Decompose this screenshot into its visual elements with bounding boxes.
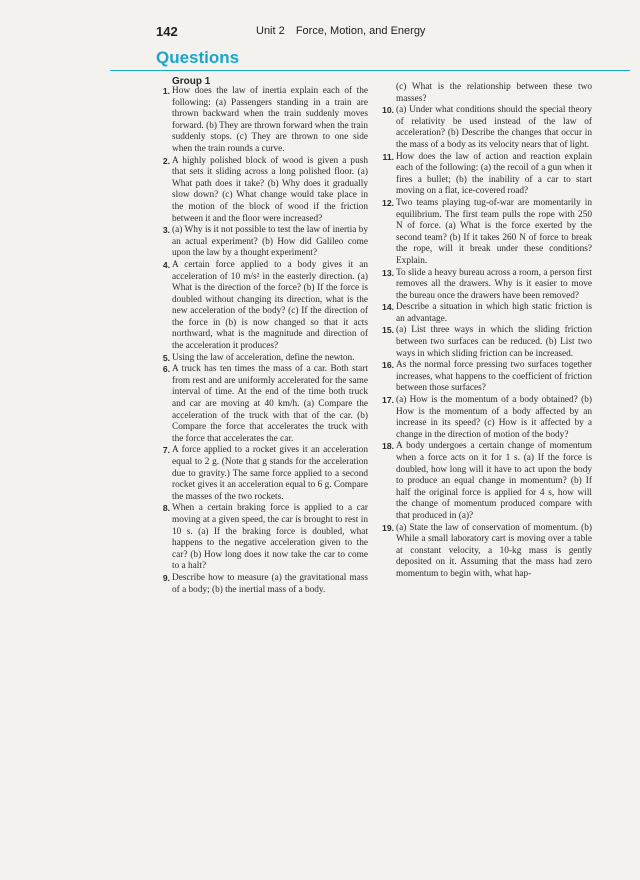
question-10 [380, 105, 592, 151]
question-number: 5. [162, 352, 170, 363]
question-text: A body undergoes a certain change of momentum when a force acts on it for 1 s. (a) If the force is doubled, how long will it have to act upon the body to produce an equal change in momentum? (b) If half the original force is applied for 4 s, how will the change of momentum produced compare with that produced in (a)? [396, 441, 592, 521]
section-title: Questions [156, 48, 240, 67]
question-16 [380, 360, 592, 395]
question-5 [156, 353, 368, 365]
question-number: 17. [382, 395, 394, 406]
question-number: 10. [382, 105, 394, 116]
question-text: A certain force applied to a body gives it an acceleration of 10 m/s² in the easterly direction. (a) What is the direction of the force? (b) If the force is doubled without changing its direction, what is the new acceleration of the body? (c) If the direction of the force in (b) is now changed so that it acts northward, what is the magnitude and direction of the acceleration it produces? [172, 259, 368, 352]
question-number: 4. [162, 259, 170, 270]
question-15 [380, 325, 592, 360]
question-number: 13. [382, 267, 394, 278]
question-text: Using the law of acceleration, define the newton. [172, 352, 355, 363]
unit-label: Unit 2 [256, 25, 285, 37]
question-number: 3. [162, 225, 170, 236]
question-8 [156, 503, 368, 573]
question-number: 11. [382, 151, 394, 162]
question-number: 6. [162, 364, 170, 375]
question-number: 8. [162, 503, 170, 514]
question-text: (a) Why is it not possible to test the law of inertia by an actual experiment? (b) How did Galileo come upon the law by a thought experiment? [172, 225, 368, 259]
question-text: When a certain braking force is applied to a car moving at a given speed, the car is brought to rest in 10 s. (a) If the braking force is doubled, what happens to the negative acceleration given to the car? (b) How long does it now take the car to come to a halt? [172, 503, 368, 572]
question-number: 19. [382, 522, 394, 533]
question-text: A highly polished block of wood is given a push that sets it sliding across a long polished floor. (a) What path does it take? (b) Why does it gradually slow down? (c) What change would take place in the motion of the block of wood if the friction between it and the floor were increased? [172, 155, 368, 224]
question-number: 7. [162, 445, 170, 456]
question-2 [156, 156, 368, 226]
group-label: Group 1 [172, 76, 211, 87]
question-text: Describe a situation in which high static friction is an advantage. [396, 302, 592, 324]
question-text: How does the law of action and reaction explain each of the following: (a) the recoil of a gun when it fires a bullet; (b) the inability of a car to start moving on a flat, ice-covered road? [396, 151, 592, 197]
question-14 [380, 302, 592, 325]
question-text: A truck has ten times the mass of a car. Both start from rest and are uniformly accelerated for the same interval of time. At the end of the time both truck and car are moving at 40 km/h. (a) Compare the acceleration of the truck with that of the car. (b) Compare the force that accelerates the truck with the force that accelerates the car. [172, 364, 368, 444]
question-text: (a) Under what conditions should the special theory of relativity be used instead of the law of acceleration? (b) Describe the changes that occur in the mass of a body as its velocity nears that of light. [396, 105, 592, 150]
question-11 [380, 152, 592, 198]
question-12 [380, 198, 592, 268]
question-3 [156, 225, 368, 260]
section-divider [110, 70, 630, 71]
question-number: 2. [162, 155, 170, 166]
question-text: Describe how to measure (a) the gravitational mass of a body; (b) the inertial mass of a body. [172, 572, 368, 595]
question-text: How does the law of inertia explain each of the following: (a) Passengers standing in a train are thrown backward when the train suddenly moves forward. (b) They are thrown forward when the train suddenly stops. (c) They are thrown to one side when the train rounds a curve. [172, 86, 368, 154]
question-text: As the normal force pressing two surfaces together increases, what happens to the coefficient of friction between those surfaces? [396, 360, 592, 394]
question-9-continuation: (c) What is the relationship between these two masses? [396, 82, 592, 104]
question-4 [156, 260, 368, 353]
question-text: (a) List three ways in which the sliding friction between two surfaces can be reduced. (b) List two ways in which sliding friction can be increased. [396, 325, 592, 359]
question-19 [380, 523, 592, 581]
question-6 [156, 364, 368, 445]
question-number: 15. [382, 325, 394, 336]
question-17 [380, 395, 592, 441]
running-head [256, 25, 425, 37]
question-number: 1. [162, 86, 170, 96]
page-number: 142 [156, 24, 178, 39]
right-column [380, 82, 592, 581]
question-text: To slide a heavy bureau across a room, a person first removes all the drawers. Why is it easier to move the bureau once the drawers have been removed? [396, 267, 592, 301]
left-column [156, 86, 368, 596]
question-text: (a) State the law of conservation of momentum. (b) While a small laboratory cart is moving over a table at constant velocity, a 10-kg mass is gently deposited on it. Assuming that the mass had zero momentum to begin with, what hap- [396, 522, 592, 579]
question-number: 9. [162, 572, 170, 583]
question-13 [380, 268, 592, 303]
page-header [156, 24, 616, 42]
question-number: 14. [382, 302, 394, 313]
question-text: A force applied to a rocket gives it an acceleration equal to 2 g. (Note that g stands for the acceleration due to gravity.) The same force applied to a second rocket gives it an acceleration equal to 6 g. Compare the masses of the two rockets. [172, 445, 368, 502]
question-text: Two teams playing tug-of-war are momentarily in equilibrium. The first team pulls the rope with 250 N of force. (a) What is the force exerted by the second team? (b) If it takes 260 N of force to break the rope, will it break under these conditions? Explain. [396, 197, 592, 266]
question-number: 12. [382, 197, 394, 208]
question-1 [156, 86, 368, 156]
question-number: 16. [382, 360, 394, 371]
unit-title: Force, Motion, and Energy [295, 25, 426, 37]
question-number: 18. [382, 441, 394, 452]
question-9 [156, 573, 368, 596]
question-18 [380, 441, 592, 522]
question-7 [156, 445, 368, 503]
question-text: (a) How is the momentum of a body obtained? (b) How is the momentum of a body affected by an increase in its speed? (c) How is it affected by a change in the direction of motion of the body? [396, 395, 592, 440]
